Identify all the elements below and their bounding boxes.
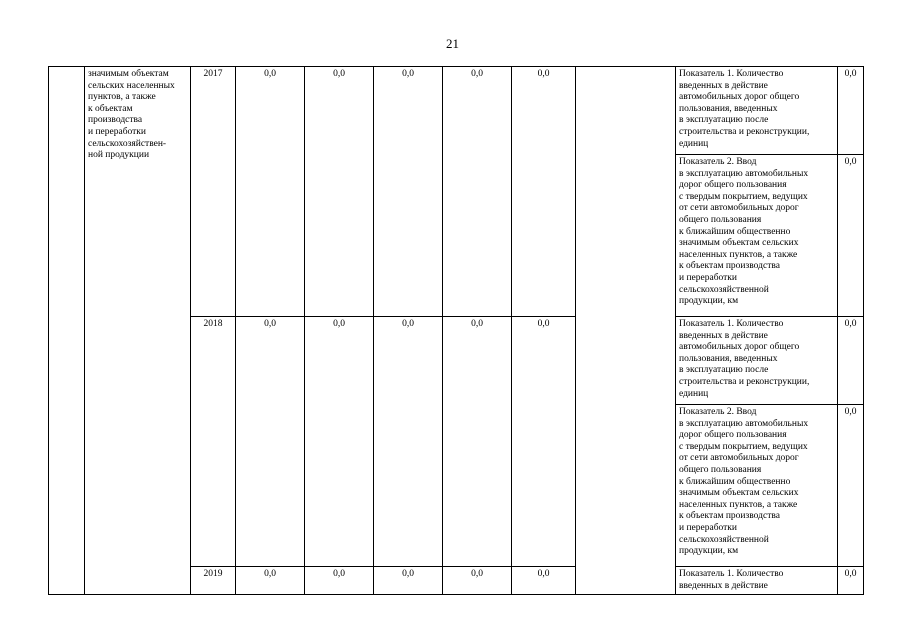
table-row bbox=[49, 67, 864, 155]
value-cell: 0,0 bbox=[305, 567, 374, 595]
indicator-description: Показатель 1. Количество введенных в действие bbox=[676, 567, 838, 595]
indicator-value: 0,0 bbox=[838, 567, 864, 595]
indicator-description: Показатель 2. Ввод в эксплуатацию автомобильных дорог общего пользования с твердым покрытием, ведущих от сети автомобильных дорог общего пользования к ближайшим общественно значимым объектам сельских населенных пунктов, а также к объектам производства и переработки сельскохозяйственной продукции, км bbox=[676, 405, 838, 567]
indicator-value: 0,0 bbox=[838, 405, 864, 567]
value-cell: 0,0 bbox=[374, 317, 443, 567]
value-cell: 0,0 bbox=[236, 567, 305, 595]
page-number: 21 bbox=[446, 36, 459, 51]
year-cell: 2019 bbox=[191, 567, 236, 595]
value-cell: 0,0 bbox=[236, 67, 305, 317]
indicator-value: 0,0 bbox=[838, 155, 864, 317]
indicator-value: 0,0 bbox=[838, 317, 864, 405]
value-cell: 0,0 bbox=[512, 67, 576, 317]
executor-cell bbox=[576, 67, 676, 595]
indicator-description: Показатель 2. Ввод в эксплуатацию автомобильных дорог общего пользования с твердым покрытием, ведущих от сети автомобильных дорог общего пользования к ближайшим общественно значимым объектам сельских населенных пунктов, а также к объектам производства и переработки сельскохозяйственной продукции, км bbox=[676, 155, 838, 317]
value-cell: 0,0 bbox=[443, 317, 512, 567]
value-cell: 0,0 bbox=[374, 67, 443, 317]
value-cell: 0,0 bbox=[443, 67, 512, 317]
value-cell: 0,0 bbox=[443, 567, 512, 595]
program-table bbox=[48, 66, 864, 595]
year-cell: 2018 bbox=[191, 317, 236, 567]
value-cell: 0,0 bbox=[236, 317, 305, 567]
value-cell: 0,0 bbox=[374, 567, 443, 595]
value-cell: 0,0 bbox=[512, 317, 576, 567]
indicator-description: Показатель 1. Количество введенных в действие автомобильных дорог общего пользования, введенных в эксплуатацию после строительства и реконструкции, единиц bbox=[676, 67, 838, 155]
value-cell: 0,0 bbox=[305, 317, 374, 567]
object-name-cell: значимым объектам сельских населенных пунктов, а также к объектам производства и переработки сельскохозяйствен- ной продукции bbox=[85, 67, 191, 595]
indicator-value: 0,0 bbox=[838, 67, 864, 155]
row-number-cell bbox=[49, 67, 85, 595]
year-cell: 2017 bbox=[191, 67, 236, 317]
indicator-description: Показатель 1. Количество введенных в действие автомобильных дорог общего пользования, введенных в эксплуатацию после строительства и реконструкции, единиц bbox=[676, 317, 838, 405]
value-cell: 0,0 bbox=[305, 67, 374, 317]
value-cell: 0,0 bbox=[512, 567, 576, 595]
